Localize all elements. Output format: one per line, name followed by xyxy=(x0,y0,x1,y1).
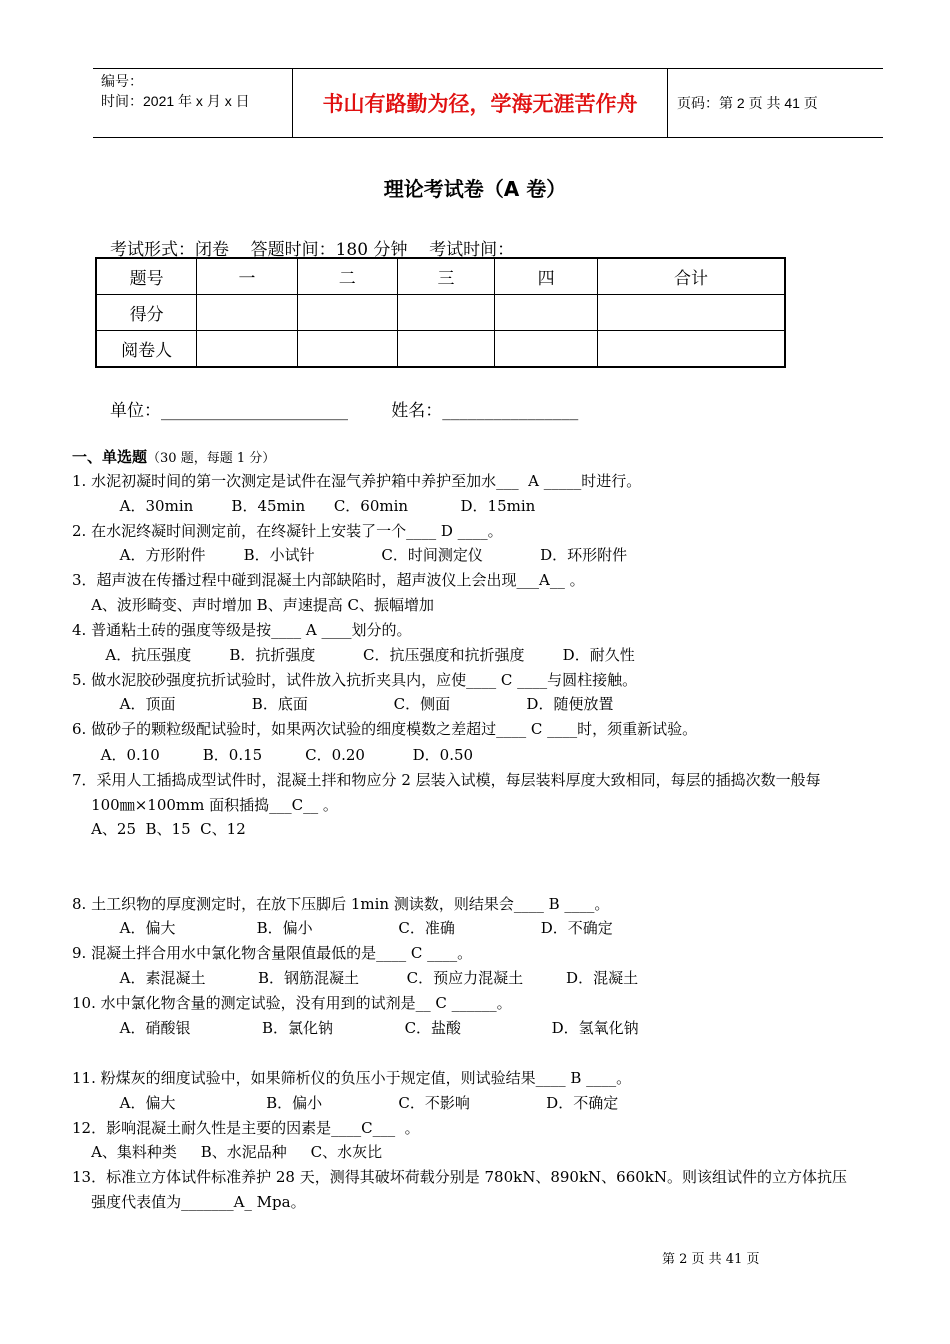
score-table-row xyxy=(96,331,785,368)
question-line: 5. 做水泥胶砂强度抗折试验时，试件放入抗折夹具内，应使____ C ____与圆柱接触。 xyxy=(72,671,638,689)
section-note: （30 题，每题 1 分） xyxy=(147,451,276,466)
question-options: A．方形附件 B．小试针 C．时间测定仪 D．环形附件 xyxy=(72,546,628,564)
header-meta xyxy=(93,69,293,137)
score-table-cell xyxy=(397,295,495,331)
section-heading xyxy=(72,447,275,469)
candidate-info xyxy=(110,396,578,421)
question-line: 强度代表值为_______A_ Mpa。 xyxy=(72,1193,306,1211)
score-table-cell: 一 xyxy=(197,258,298,295)
question-options: A、集料种类 B、水泥品种 C、水灰比 xyxy=(72,1143,383,1161)
header-motto: 书山有路勤为径，学海无涯苦作舟 xyxy=(293,69,668,137)
score-table-cell: 阅卷人 xyxy=(96,331,197,368)
question-options: A．素混凝土 B．钢筋混凝土 C．预应力混凝土 D．混凝土 xyxy=(72,969,639,987)
question-line: 4. 普通粘土砖的强度等级是按____ A ____划分的。 xyxy=(72,621,412,639)
score-table-cell: 四 xyxy=(495,258,598,295)
question-line: 8. 土工织物的厚度测定时，在放下压脚后 1min 测读数，则结果会____ B ____。 xyxy=(72,895,610,913)
unit-field: 单位：______________________ xyxy=(110,401,348,421)
question-line: 2. 在水泥终凝时间测定前，在终凝针上安装了一个____ D ____。 xyxy=(72,522,503,540)
document-header xyxy=(93,68,883,138)
score-table-cell xyxy=(197,331,298,368)
question-line: 6. 做砂子的颗粒级配试验时，如果两次试验的细度模数之差超过____ C ____时，须重新试验。 xyxy=(72,720,698,738)
question-options: A．顶面 B．底面 C．侧面 D．随便放置 xyxy=(72,695,614,713)
score-table-cell xyxy=(297,295,397,331)
question-options: A、25 B、15 C、12 xyxy=(72,820,246,838)
question-line: 12．影响混凝土耐久性是主要的因素是____C___ 。 xyxy=(72,1119,420,1137)
score-table-cell xyxy=(297,331,397,368)
score-table-cell: 得分 xyxy=(96,295,197,331)
score-table-cell xyxy=(598,331,785,368)
score-table-cell xyxy=(197,295,298,331)
question-line: 1. 水泥初凝时间的第一次测定是试件在湿气养护箱中养护至加水___ A _____时进行。 xyxy=(72,472,642,490)
question-options: A．硝酸银 B．氯化钠 C．盐酸 D．氢氧化钠 xyxy=(72,1019,639,1037)
date-label: 时间：2021 年 x 月 x 日 xyxy=(101,93,250,109)
header-page-info: 页码：第 2 页 共 41 页 xyxy=(677,95,818,111)
page-title: 理论考试卷（A 卷） xyxy=(383,177,567,201)
section-title: 一、单选题 xyxy=(72,448,148,466)
score-table-row xyxy=(96,295,785,331)
question-line: 100㎜×100mm 面积插捣___C__ 。 xyxy=(72,796,338,814)
question-options: A、波形畸变、声时增加 B、声速提高 C、振幅增加 xyxy=(72,596,434,614)
score-table-cell: 二 xyxy=(297,258,397,295)
question-options: A．偏大 B．偏小 C．不影响 D．不确定 xyxy=(72,1094,619,1112)
question-line: 7．采用人工插捣成型试件时，混凝土拌和物应分 2 层装入试模，每层装料厚度大致相同，每层的插捣次数一般每 xyxy=(72,771,821,789)
question-line: 9. 混凝土拌合用水中氯化物含量限值最低的是____ C ____。 xyxy=(72,944,473,962)
question-options: A．抗压强度 B．抗折强度 C．抗压强度和抗折强度 D．耐久性 xyxy=(72,646,635,664)
exam-meta: 考试形式：闭卷 答题时间：180 分钟 考试时间： xyxy=(110,240,515,260)
score-table-cell: 三 xyxy=(397,258,495,295)
serial-number-label: 编号： xyxy=(101,73,143,89)
score-table-cell xyxy=(598,295,785,331)
score-table-cell xyxy=(495,331,598,368)
name-field: 姓名：________________ xyxy=(391,401,579,421)
page-footer: 第 2 页 共 41 页 xyxy=(662,1252,760,1267)
question-line: 11. 粉煤灰的细度试验中，如果筛析仪的负压小于规定值，则试验结果____ B ____。 xyxy=(72,1069,632,1087)
score-table-header-row xyxy=(96,258,785,295)
question-line: 10. 水中氯化物含量的测定试验，没有用到的试剂是__ C ______。 xyxy=(72,994,512,1012)
question-options: A．偏大 B．偏小 C．准确 D．不确定 xyxy=(72,919,613,937)
question-line: 3．超声波在传播过程中碰到混凝土内部缺陷时，超声波仪上会出现___A__ 。 xyxy=(72,571,585,589)
question-line: 13．标准立方体试件标准养护 28 天，测得其破坏荷载分别是 780kN、890kN、660kN。则该组试件的立方体抗压 xyxy=(72,1168,848,1186)
question-options: A．30min B．45min C．60min D．15min xyxy=(72,497,536,515)
question-options: A．0.10 B．0.15 C．0.20 D．0.50 xyxy=(72,746,474,764)
score-table-cell xyxy=(397,331,495,368)
score-table-cell: 合计 xyxy=(598,258,785,295)
score-table-cell xyxy=(495,295,598,331)
score-table xyxy=(95,257,786,368)
score-table-cell: 题号 xyxy=(96,258,197,295)
